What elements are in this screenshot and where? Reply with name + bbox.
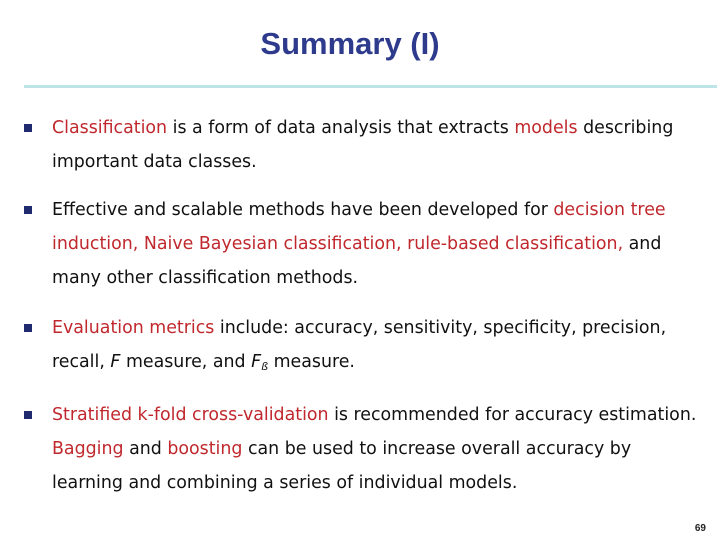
square-bullet-icon — [24, 324, 32, 332]
slide-title: Summary (I) — [260, 26, 440, 61]
text-segment: can be used to increase overall accuracy by learning and combining a series of individual models. — [52, 439, 632, 493]
text-segment: ß — [261, 360, 269, 373]
highlighted-term: Evaluation metrics — [52, 318, 215, 338]
text-segment: F — [251, 352, 262, 372]
bullet-item — [22, 111, 702, 179]
text-segment: measure, and — [120, 352, 252, 372]
title-divider — [24, 85, 717, 88]
bullet-list — [22, 111, 702, 500]
text-segment: Effective and scalable methods have been developed for — [52, 200, 554, 220]
bullet-item — [22, 193, 702, 295]
bullet-text — [52, 200, 666, 288]
square-bullet-icon — [24, 206, 32, 214]
text-segment: is a form of data analysis that extracts — [167, 118, 515, 138]
bullet-text — [52, 118, 673, 172]
text-segment: is recommended for accuracy estimation. — [328, 405, 697, 425]
highlighted-term: Classification — [52, 118, 168, 138]
highlighted-term: boosting — [167, 439, 243, 459]
text-segment: include: accuracy, sensitivity, specificity, precision, recall, — [52, 318, 667, 372]
highlighted-term: decision tree induction, Naive Bayesian classification, rule-based classification, — [52, 200, 666, 254]
bullet-item — [22, 398, 702, 500]
text-segment: describing important data classes. — [52, 118, 674, 172]
square-bullet-icon — [24, 411, 32, 419]
text-segment: and — [123, 439, 168, 459]
bullet-item — [22, 311, 702, 384]
page-number: 69 — [694, 523, 706, 534]
text-segment: measure. — [268, 352, 355, 372]
highlighted-term: Bagging — [52, 439, 124, 459]
highlighted-term: models — [514, 118, 578, 138]
text-segment: and many other classification methods. — [52, 234, 662, 288]
text-segment: F — [110, 352, 121, 372]
bullet-text — [52, 405, 696, 493]
square-bullet-icon — [24, 124, 32, 132]
bullet-text — [52, 318, 666, 372]
highlighted-term: Stratified k-fold cross-validation — [52, 405, 329, 425]
